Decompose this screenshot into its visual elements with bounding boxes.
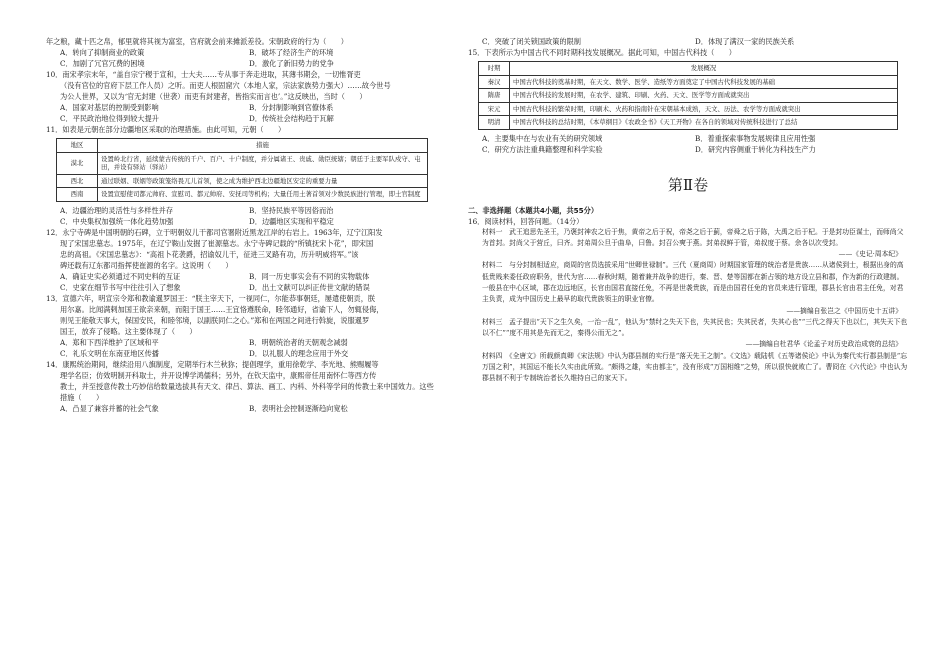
- table-header: 时期: [479, 62, 510, 76]
- table-row: [479, 102, 898, 116]
- table-header: 措施: [98, 139, 428, 153]
- table-cell: 中国古代科技的发展时期，在农学、建筑、印刷、火药、天文、医学等方面成就突出: [510, 89, 898, 103]
- question-15-table: [478, 61, 898, 130]
- option[interactable]: B．分封制影响到官僚体系: [249, 103, 334, 112]
- option[interactable]: C．礼乐文明在东南亚地区传播: [60, 348, 159, 358]
- table-row: [57, 152, 428, 174]
- question-11-table: [56, 138, 428, 202]
- question-12-line: 忠的高祖。《宋国忠墓志》：“高祖卜花袭爵，招谕奴儿干，征进三叉路有功，历升明威将军。”该: [60, 249, 359, 259]
- option[interactable]: B．破坏了经济生产的环境: [249, 48, 334, 57]
- question-14-options-row2: [468, 36, 908, 47]
- material-1-source: ——《史记·周本纪》: [838, 250, 902, 259]
- option[interactable]: A．边疆治理的灵活性与多样性并存: [60, 205, 174, 215]
- question-14-line: 教士，并至授意传教士巧妙信给数量选拔具有天文、律吕、算法、画工、内科、外科等学问的传教士来中国效力。这些措施（ ）: [60, 381, 434, 402]
- option[interactable]: B．着重探索事物发展规律且应用性强: [695, 133, 816, 143]
- table-header: 发展概况: [510, 62, 898, 76]
- option[interactable]: A．国家对基层的控制受到影响: [60, 103, 159, 112]
- option[interactable]: B．坚持民族平等因俗而治: [249, 205, 334, 215]
- option[interactable]: D．体现了满汉一家的民族关系: [695, 37, 795, 46]
- table-cell: 秦汉: [479, 75, 510, 89]
- option[interactable]: A．确证史实必须通过不同史料的互证: [60, 271, 181, 281]
- right-column: [468, 36, 908, 385]
- option[interactable]: C．突破了闭关锁国政策的限制: [482, 37, 581, 46]
- option[interactable]: D．出土文献可以纠正传世文献的错误: [249, 282, 370, 292]
- question-11-options-row2: [46, 216, 438, 227]
- material-3-source: ——摘编自杜君华《论孟子对历史政治成衰的总结》: [745, 340, 902, 349]
- material-1: 材料一 武王追思先圣王，乃褒封神农之后于焦，黄帝之后于祝，帝尧之后于蓟，帝舜之后于陈，大禹之后于杞。于是封功臣谋士，而师尚父为首封。封尚父于营丘，曰齐。封弟周公旦于曲阜，曰鲁。封召公奭于燕。封弟叔鲜于管，弟叔度于蔡。余各以次受封。: [482, 227, 904, 247]
- question-11: 11．如表是元朝在部分边疆地区采取的治理措施。由此可知，元朝（ ）: [46, 125, 286, 134]
- option[interactable]: B．同一历史事实会有不同的实物载体: [249, 271, 370, 281]
- question-12-options-row2: [46, 282, 438, 293]
- table-row: [57, 188, 428, 202]
- material-4: 材料四 《全唐文》所载颜真卿《宋法规》中认为郡县制的实行是“落天先王之制”。《文选》载陆机《五等诸侯论》中认为秦代实行郡县制是“忘万国之利”，其国运不能长久实由此所致。“颇得之雄，实由都主”，没有形成“万国相维”之势，所以很快就败亡了。曹冏在《六代论》中也认为郡县制不利于专制统治者长久维持自己的家天下。: [482, 351, 908, 383]
- material-3: 材料三 孟子提出“天下之生久矣，一治一乱”，他认为“禁纣之失天下也，失其民也；失其民者，失其心也”“三代之得天下也以仁，其失天下也以不仁”“度不用其是先而无之，秦得公而无之”。: [482, 317, 908, 338]
- question-13-options-row2: [46, 348, 438, 359]
- question-12-options: [46, 271, 438, 282]
- question-14-line: 理学名臣；仿效明制开科取士，并开设博学鸿儒科；另外，在钦天监中，康熙帝任用南怀仁等西方传: [60, 370, 377, 380]
- section-heading: 二、非选择题（本题共4小题，共55分）: [468, 205, 599, 215]
- option[interactable]: C．中央集权加强统一体化趋势加强: [60, 216, 174, 226]
- option[interactable]: C．加剧了冗官冗费的困境: [60, 59, 145, 68]
- table-row: [479, 116, 898, 130]
- option[interactable]: A．主要集中在与农业有关的研究领域: [482, 133, 603, 143]
- question-9-options-row2: [46, 58, 438, 69]
- option[interactable]: D．激化了新旧势力的党争: [249, 59, 334, 68]
- question-13-options: [46, 337, 438, 348]
- question-15-options: [468, 133, 908, 144]
- question-10-line: 为公人世界，又以为‘官无封建（世袭）而吏有封建者，皆指实而言也’。”这反映出，当时（ ）: [60, 92, 367, 101]
- table-row: [57, 174, 428, 188]
- question-9-options: [46, 47, 438, 58]
- table-header-row: [479, 62, 898, 76]
- material-2-source: ——摘编自张岂之《中国历史十五讲》: [786, 306, 902, 315]
- option[interactable]: C．史家在细节书写中往往引入了想象: [60, 282, 181, 292]
- question-14: 14．康熙统治期间，继续沿用八旗制度，定期举行木兰秋狝；提倡理学，重用徐乾学、李光地、熊赐履等: [46, 359, 379, 369]
- table-cell: 通过联姻、联姻等政策笼络畏兀儿首领，使之成为维护西北边疆地区安定的重要力量: [98, 174, 428, 188]
- question-10-line: （没有官位的官府下层工作人员）之听。而吏人根固窟穴（本地人家，宗法家族势力强大）……故今世号: [60, 81, 391, 90]
- option[interactable]: C．研究方法注重典籍整理和科学实验: [482, 144, 603, 154]
- question-10-options: [46, 102, 438, 113]
- option[interactable]: B．明朝统治者的天朝观念减弱: [249, 337, 348, 347]
- table-cell: 西北: [57, 174, 98, 188]
- table-header-row: [57, 139, 428, 153]
- table-cell: 中国古代科技的繁荣时期，印刷术、火药和指南针在宋朝基本成熟，天文、历法、农学等方面成就突出: [510, 102, 898, 116]
- question-16: 16．阅读材料，回答问题。（14分）: [468, 216, 584, 226]
- question-13: 13．宣德六年，明宣宗令郑和教谕暹罗国王：“朕主宰天下，一视同仁，尔能恭事朝廷，屡遣使朝贡，朕: [46, 293, 376, 303]
- question-12-line: 碑还载有辽东都司指挥使崔源的名字。这说明（ ）: [60, 260, 233, 270]
- question-9-continuation: 年之粮，藏十匹之帛，郁里就将其视为富室，官府就会前来摊派差役。宋朝政府的行为（ ）: [46, 37, 348, 46]
- question-15-options-row2: [468, 144, 908, 155]
- material-2: 材料二 与分封制相适应，商周的官员选拔采用“世卿世禄制”。三代（夏商周）时期国家管理的统治者是贵族……从诸侯到士，根据出身的高低贵贱来委任政府职务，世代为官……春秋时期，随着兼并战争的进行，秦、晋、楚等国都在新占领的地方设立县和郡，作为新的行政建制。一般县在中心区域，郡在边远地区，长官由国君直接任免，不再是世袭贵族，而是由国君任免的官员来进行管理，郡县长官由君主任免，对君主负责，成为中国历史上最早的取代贵族领主的职业官僚。: [482, 261, 904, 304]
- option[interactable]: B．表明社会控制逐渐趋向宽松: [249, 403, 348, 413]
- section-title: 第Ⅱ卷: [667, 175, 709, 194]
- table-cell: 漠北: [57, 152, 98, 174]
- question-13-line: 则见王能敬天事大，保国安民，和睦邻境，以副朕同仁之心。”郑和在两国之间进行斡旋，说服暹罗: [60, 315, 370, 325]
- question-12-line: 现了宋国忠墓志。1975年，在辽宁鞍山发掘了崔源墓志。永宁寺碑记载的“所镇抚宋卜花”，即宋国: [60, 238, 374, 248]
- option[interactable]: A．郑和下西洋维护了区域和平: [60, 337, 159, 347]
- left-column: [46, 36, 438, 414]
- table-cell: 隋唐: [479, 89, 510, 103]
- question-10-options-row2: [46, 113, 438, 124]
- option[interactable]: A．转向了抑制商业的政策: [60, 48, 145, 57]
- question-11-options: [46, 205, 438, 216]
- table-cell: 设置宣慰使司都元帅府、宣慰司、都元帅府、安抚司等机构；大量任用土著首领对少数民族进行管理，即土官制度: [98, 188, 428, 202]
- option[interactable]: D．以礼服人的理念应用于外交: [249, 348, 349, 358]
- question-13-line: 用尔嘉。比闻满剌加国王欲亲来朝，而阻于国王……王宜恪遵朕命，睦邻通好，省谕下人，勿辄侵侮，: [60, 304, 384, 314]
- option[interactable]: D．研究内容侧重于转化为科技生产力: [695, 144, 816, 154]
- table-row: [479, 75, 898, 89]
- option[interactable]: D．边疆地区实现和平稳定: [249, 216, 334, 226]
- table-cell: 宋元: [479, 102, 510, 116]
- table-cell: 设置岭北行省，延续蒙古传统的千户、百户、十户制度，并分属诸王、贵戚、勋臣统辖；朝廷于主要军队戍守、屯田，并设有驿站（驿站）: [98, 152, 428, 174]
- table-row: [479, 89, 898, 103]
- table-header: 地区: [57, 139, 98, 153]
- question-10: 10．南宋孝宗末年，“盖自宗宁稷于宣和，士大夫……专从事于奔走进取，其薄书期会，一切惟胥吏: [46, 70, 361, 79]
- option[interactable]: D．传统社会结构趋于瓦解: [249, 114, 334, 123]
- table-cell: 中国古代科技的奠基时期，在天文、数学、医学、造纸等方面奠定了中国古代科技发展的基础: [510, 75, 898, 89]
- question-13-line: 国王，放弃了侵略。这主要体现了（ ）: [60, 326, 197, 336]
- question-15: 15．下表所示为中国古代不同时期科技发展概况。据此可知，中国古代科技（ ）: [468, 48, 736, 57]
- table-cell: 中国古代科技的总结时期，《本草纲目》《农政全书》《天工开物》在各自的领域对传统科技进行了总结: [510, 116, 898, 130]
- question-14-options: [46, 403, 438, 414]
- table-cell: 西南: [57, 188, 98, 202]
- table-cell: 明清: [479, 116, 510, 130]
- question-12: 12．永宁寺碑是中国明朝的石碑，立于明朝奴儿干都司官署附近黑龙江岸的右岩上。1963年，辽宁江阳发: [46, 227, 383, 237]
- option[interactable]: A．凸显了兼容并蓄的社会气象: [60, 403, 159, 413]
- option[interactable]: C．平民政治地位得到较大提升: [60, 114, 159, 123]
